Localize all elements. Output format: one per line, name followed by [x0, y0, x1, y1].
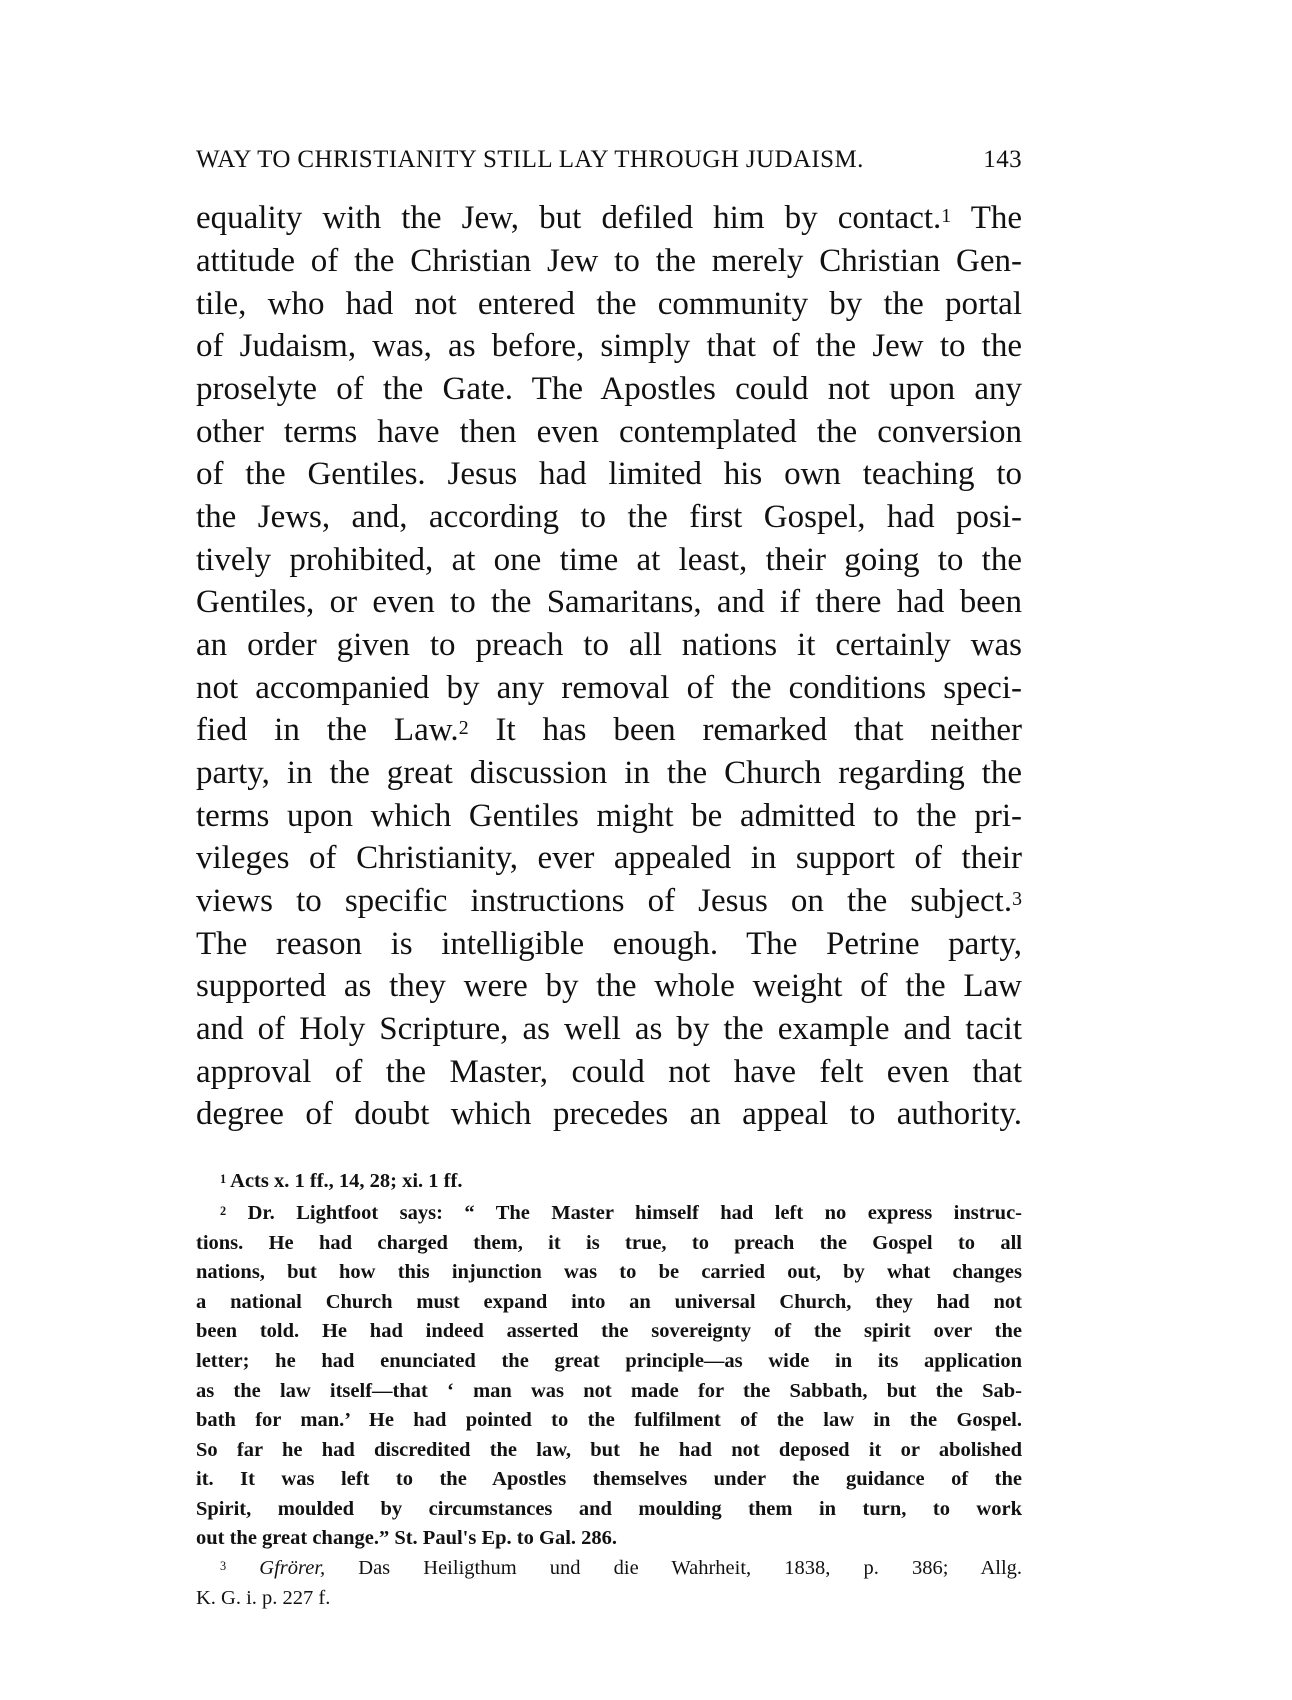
footnote-2-line: out the great change.” St. Paul's Ep. to Gal. 286. [196, 1527, 618, 1549]
body-line: attitude of the Christian Jew to the merely Christian Gen- [196, 243, 1022, 279]
footnote-2-line: a national Church must expand into an universal Church, they had not [196, 1291, 1022, 1313]
note-ref: 1 [941, 205, 952, 227]
footnote-2-line: been told. He had indeed asserted the sovereignty of the spirit over the [196, 1320, 1022, 1342]
body-line: and of Holy Scripture, as well as by the example and tacit [196, 1011, 1022, 1047]
footnote-2-line: it. It was left to the Apostles themselves under the guidance of the [196, 1468, 1022, 1490]
body-line: approval of the Master, could not have felt even that [196, 1054, 1022, 1090]
footnote-2-line: So far he had discredited the law, but he had not deposed it or abolished [196, 1439, 1022, 1461]
body-line: not accompanied by any removal of the conditions speci- [196, 670, 1022, 706]
page-number: 143 [983, 146, 1022, 173]
footnote-3-line: K. G. i. p. 227 f. [196, 1587, 331, 1609]
body-line: vileges of Christianity, ever appealed in support of their [196, 840, 1022, 876]
body-line: of Judaism, was, as before, simply that of the Jew to the [196, 328, 1022, 364]
body-line: proselyte of the Gate. The Apostles could not upon any [196, 371, 1022, 407]
footnote-mark: 1 [220, 1172, 227, 1186]
body-line: equality with the Jew, but defiled him by contact.$^1$ The [196, 200, 1023, 236]
body-line: other terms have then even contemplated the conversion [196, 414, 1022, 450]
footnote-2-line: letter; he had enunciated the great principle—as wide in its application [196, 1350, 1022, 1372]
running-title: WAY TO CHRISTIANITY STILL LAY THROUGH JUDAISM. [196, 146, 864, 173]
footnote-2-line: Spirit, moulded by circumstances and moulding them in turn, to work [196, 1498, 1022, 1520]
body-line: supported as they were by the whole weight of the Law [196, 968, 1022, 1004]
footnote-3: $^3$ Gfrörer, Das Heiligthum und die Wahrheit, 1838, p. 386; Allg. [220, 1557, 1023, 1579]
note-ref: 3 [1012, 888, 1022, 910]
footnote-2-line: tions. He had charged them, it is true, to preach the Gospel to all [196, 1232, 1022, 1254]
footnote-1: $^1$ Acts x. 1 ff., 14, 28; xi. 1 ff. [220, 1170, 463, 1192]
footnote-2-line: $^2$ Dr. Lightfoot says: “ The Master himself had left no express instruc- [220, 1202, 1023, 1224]
body-line: tively prohibited, at one time at least, their going to the [196, 542, 1022, 578]
body-line: views to specific instructions of Jesus on the subject.$^3$ [196, 883, 1022, 919]
footnote-3-author: Gfrörer, [259, 1557, 326, 1579]
footnote-2-line: nations, but how this injunction was to be carried out, by what changes [196, 1261, 1022, 1283]
footnote-mark: 2 [220, 1204, 227, 1218]
note-ref: 2 [458, 717, 469, 739]
footnote-2-line: bath for man.’ He had pointed to the fulfilment of the law in the Gospel. [196, 1409, 1022, 1431]
body-line: fied in the Law.$^2$ It has been remarked that neither [196, 712, 1023, 748]
body-line: the Jews, and, according to the first Gospel, had posi- [196, 499, 1022, 535]
body-line: terms upon which Gentiles might be admitted to the pri- [196, 798, 1022, 834]
running-header [196, 146, 1022, 182]
body-line: Gentiles, or even to the Samaritans, and if there had been [196, 584, 1022, 620]
body-line: The reason is intelligible enough. The Petrine party, [196, 926, 1022, 962]
body-line: tile, who had not entered the community by the portal [196, 286, 1022, 322]
body-line: degree of doubt which precedes an appeal to authority. [196, 1096, 1022, 1132]
body-line: of the Gentiles. Jesus had limited his own teaching to [196, 456, 1022, 492]
footnote-2-line: as the law itself—that ‘ man was not made for the Sabbath, but the Sab- [196, 1380, 1022, 1402]
body-line: an order given to preach to all nations it certainly was [196, 627, 1022, 663]
body-line: party, in the great discussion in the Church regarding the [196, 755, 1022, 791]
footnote-mark: 3 [220, 1559, 227, 1573]
